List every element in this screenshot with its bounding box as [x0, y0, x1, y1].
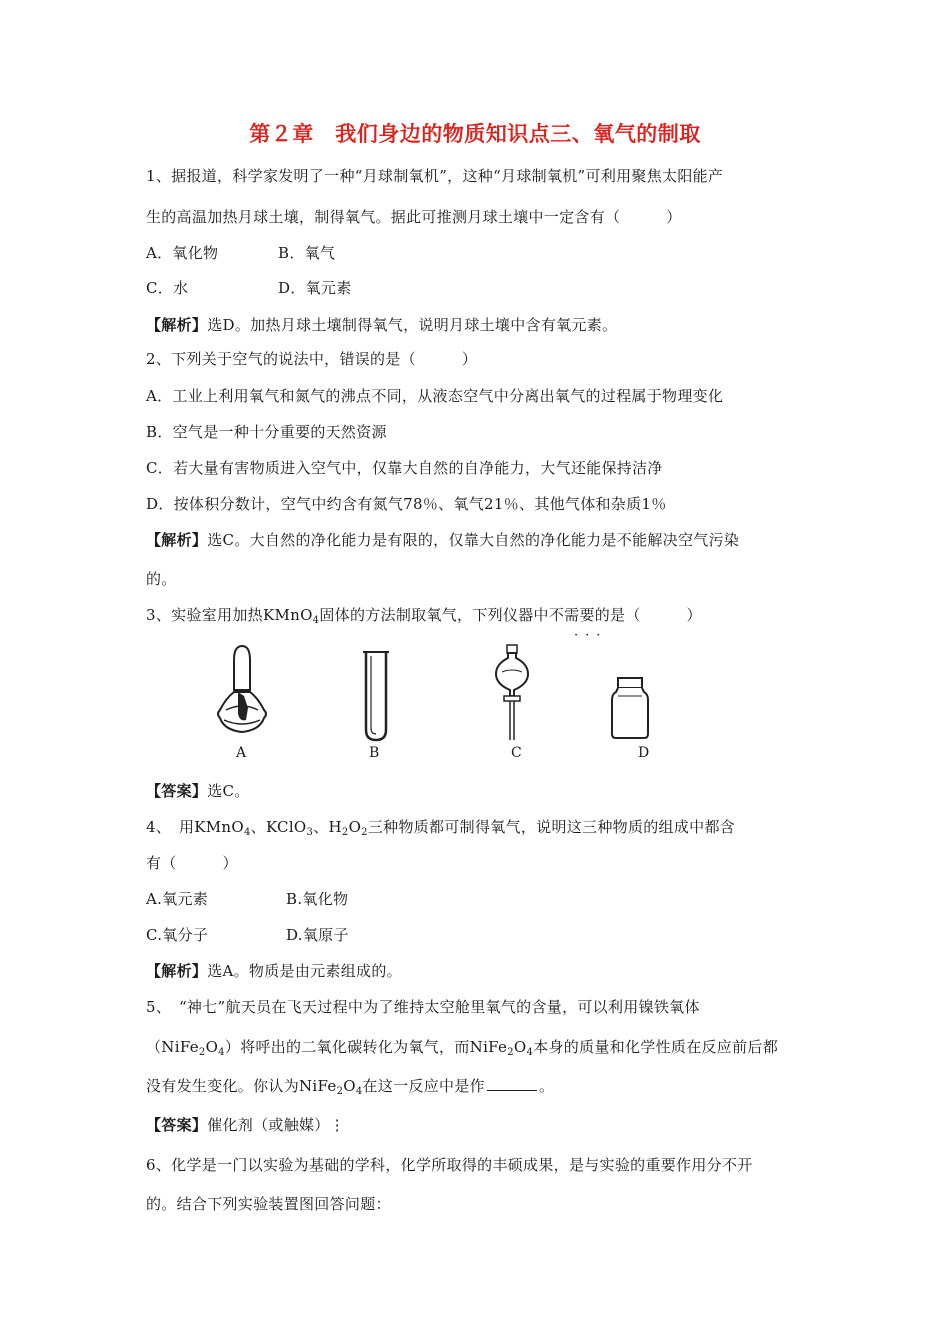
- q1-option-a: A．氧化物: [146, 244, 219, 262]
- q5-answer-text: 催化剂（或触媒）⋮: [207, 1116, 345, 1134]
- q4-text-1: 4、 用KMnO: [146, 818, 244, 836]
- test-tube-figure: [362, 650, 390, 742]
- q2-analysis-tag: 【解析】: [146, 531, 208, 549]
- q5-l3-text-d: 。: [538, 1077, 555, 1095]
- q5-l2-text-a: （NiFe: [146, 1038, 199, 1056]
- q2-option-c: C．若大量有害物质进入空气中，仅靠大自然的自净能力，大气还能保持洁净: [146, 459, 663, 477]
- separatory-funnel-figure: [492, 644, 532, 744]
- q5-l2-text-d: O: [513, 1038, 527, 1056]
- q4-option-a: A.氧元素: [146, 890, 209, 908]
- test-tube-icon: [362, 650, 390, 742]
- answer-blank: [487, 1078, 537, 1091]
- q1-stem-line1: 1、据报道，科学家发明了一种“月球制氧机”，这种“月球制氧机”可利用聚焦太阳能产: [146, 167, 724, 185]
- q4-text-5: 三种物质都可制得氧气，说明这三种物质的组成中都含: [367, 818, 736, 836]
- q1-option-b: B．氧气: [278, 244, 336, 262]
- q1-stem-line2: 生的高温加热月球土壤，制得氧气。据此可推测月球土壤中一定含有（ ）: [146, 208, 682, 226]
- q5-l2-text-b: O: [205, 1038, 219, 1056]
- q4-sub-3: 2: [341, 827, 349, 838]
- q5-l2-sub-1: 2: [198, 1047, 206, 1058]
- q5-l2-sub-2: 4: [218, 1047, 225, 1058]
- q2-option-d: D．按体积分数计，空气中约含有氮气78％、氧气21％、其他气体和杂质1％: [146, 495, 667, 513]
- q5-stem-line2: [146, 1036, 778, 1058]
- q5-l3-sub-2: 4: [355, 1086, 363, 1097]
- separatory-funnel-icon: [492, 644, 532, 744]
- q3-answer-text: 选C。: [207, 782, 250, 800]
- q5-stem-line1: 5、 “神七”航天员在飞天过程中为了维持太空舱里氧气的含量，可以利用镍铁氧体: [146, 998, 700, 1016]
- q3-stem-part2: 固体的方法制取氧气，下列仪器中不需要的是（ ）: [319, 606, 702, 624]
- gas-bottle-icon: [610, 676, 650, 740]
- q5-l3-sub-1: 2: [336, 1086, 344, 1097]
- q2-analysis: [146, 529, 739, 550]
- q3-stem: [146, 604, 702, 626]
- q4-sub-4: 2: [361, 827, 368, 838]
- label-b: B: [369, 745, 380, 761]
- q5-l2-sub-4: 4: [526, 1047, 534, 1058]
- page-title: 第２章 我们身边的物质知识点三、氧气的制取: [249, 121, 701, 146]
- q2-stem: 2、下列关于空气的说法中，错误的是（ ）: [146, 350, 478, 368]
- q4-sub-2: 3: [306, 827, 314, 838]
- q4-analysis-text: 选A。物质是由元素组成的。: [207, 962, 402, 980]
- q4-options-row2: [146, 924, 349, 945]
- q6-stem-line2: 的。结合下列实验装置图回答问题：: [146, 1195, 391, 1213]
- q2-analysis-cont: 的。: [146, 570, 177, 588]
- q1-option-c: C．水: [146, 279, 189, 297]
- q4-option-c: C.氧分子: [146, 926, 209, 944]
- label-c: C: [511, 745, 522, 761]
- q4-sub-1: 4: [243, 827, 251, 838]
- label-a: A: [236, 745, 247, 761]
- q4-analysis: [146, 960, 402, 981]
- q5-l2-sub-3: 2: [507, 1047, 514, 1058]
- q5-l3-text-c: 在这一反应中是作: [362, 1077, 485, 1095]
- q4-stem-line1: [146, 816, 735, 838]
- q4-option-d: D.氧原子: [286, 926, 349, 944]
- q1-options-row2: [146, 277, 352, 298]
- q4-option-b: B.氧化物: [286, 890, 349, 908]
- q5-l2-text-e: 本身的质量和化学性质在反应前后都: [533, 1038, 778, 1056]
- q3-answer: [146, 780, 250, 801]
- q3-answer-tag: 【答案】: [146, 782, 208, 800]
- q1-analysis: [146, 314, 617, 335]
- q4-text-2: 、KClO: [250, 818, 307, 836]
- q4-text-3: 、H: [313, 818, 342, 836]
- gas-bottle-figure: [610, 676, 650, 740]
- q5-stem-line3: [146, 1075, 554, 1097]
- q4-analysis-tag: 【解析】: [146, 962, 208, 980]
- q4-stem-line2: 有（ ）: [146, 854, 238, 872]
- q4-options-row1: [146, 888, 348, 909]
- q3-stem-part1: 3、实验室用加热KMnO: [146, 606, 313, 624]
- q5-l3-text-a: 没有发生变化。你认为NiFe: [146, 1077, 337, 1095]
- q1-option-d: D．氧元素: [278, 279, 352, 297]
- q6-stem-line1: 6、化学是一门以实验为基础的学科，化学所取得的丰硕成果，是与实验的重要作用分不开: [146, 1156, 753, 1174]
- q2-analysis-text: 选C。大自然的净化能力是有限的，仅靠大自然的净化能力是不能解决空气污染: [207, 531, 740, 549]
- q5-l3-text-b: O: [343, 1077, 356, 1095]
- q4-text-4: O: [348, 818, 362, 836]
- q5-answer-tag: 【答案】: [146, 1116, 208, 1134]
- q2-option-a: A．工业上利用氧气和氮气的沸点不同，从液态空气中分离出氧气的过程属于物理变化: [146, 387, 724, 405]
- q1-analysis-tag: 【解析】: [146, 316, 208, 334]
- label-d: D: [638, 745, 650, 761]
- alcohol-lamp-icon: [212, 640, 272, 740]
- q1-options-row1: [146, 242, 335, 263]
- q5-answer: [146, 1114, 345, 1135]
- emphasis-dots: ···: [574, 628, 608, 643]
- alcohol-lamp-figure: [212, 640, 272, 740]
- q5-l2-text-c: ）将呼出的二氧化碳转化为氧气，而NiFe: [224, 1038, 508, 1056]
- q2-option-b: B．空气是一种十分重要的天然资源: [146, 423, 387, 441]
- q3-stem-sub: 4: [312, 615, 320, 626]
- q1-analysis-text: 选D。加热月球土壤制得氧气，说明月球土壤中含有氧元素。: [207, 316, 618, 334]
